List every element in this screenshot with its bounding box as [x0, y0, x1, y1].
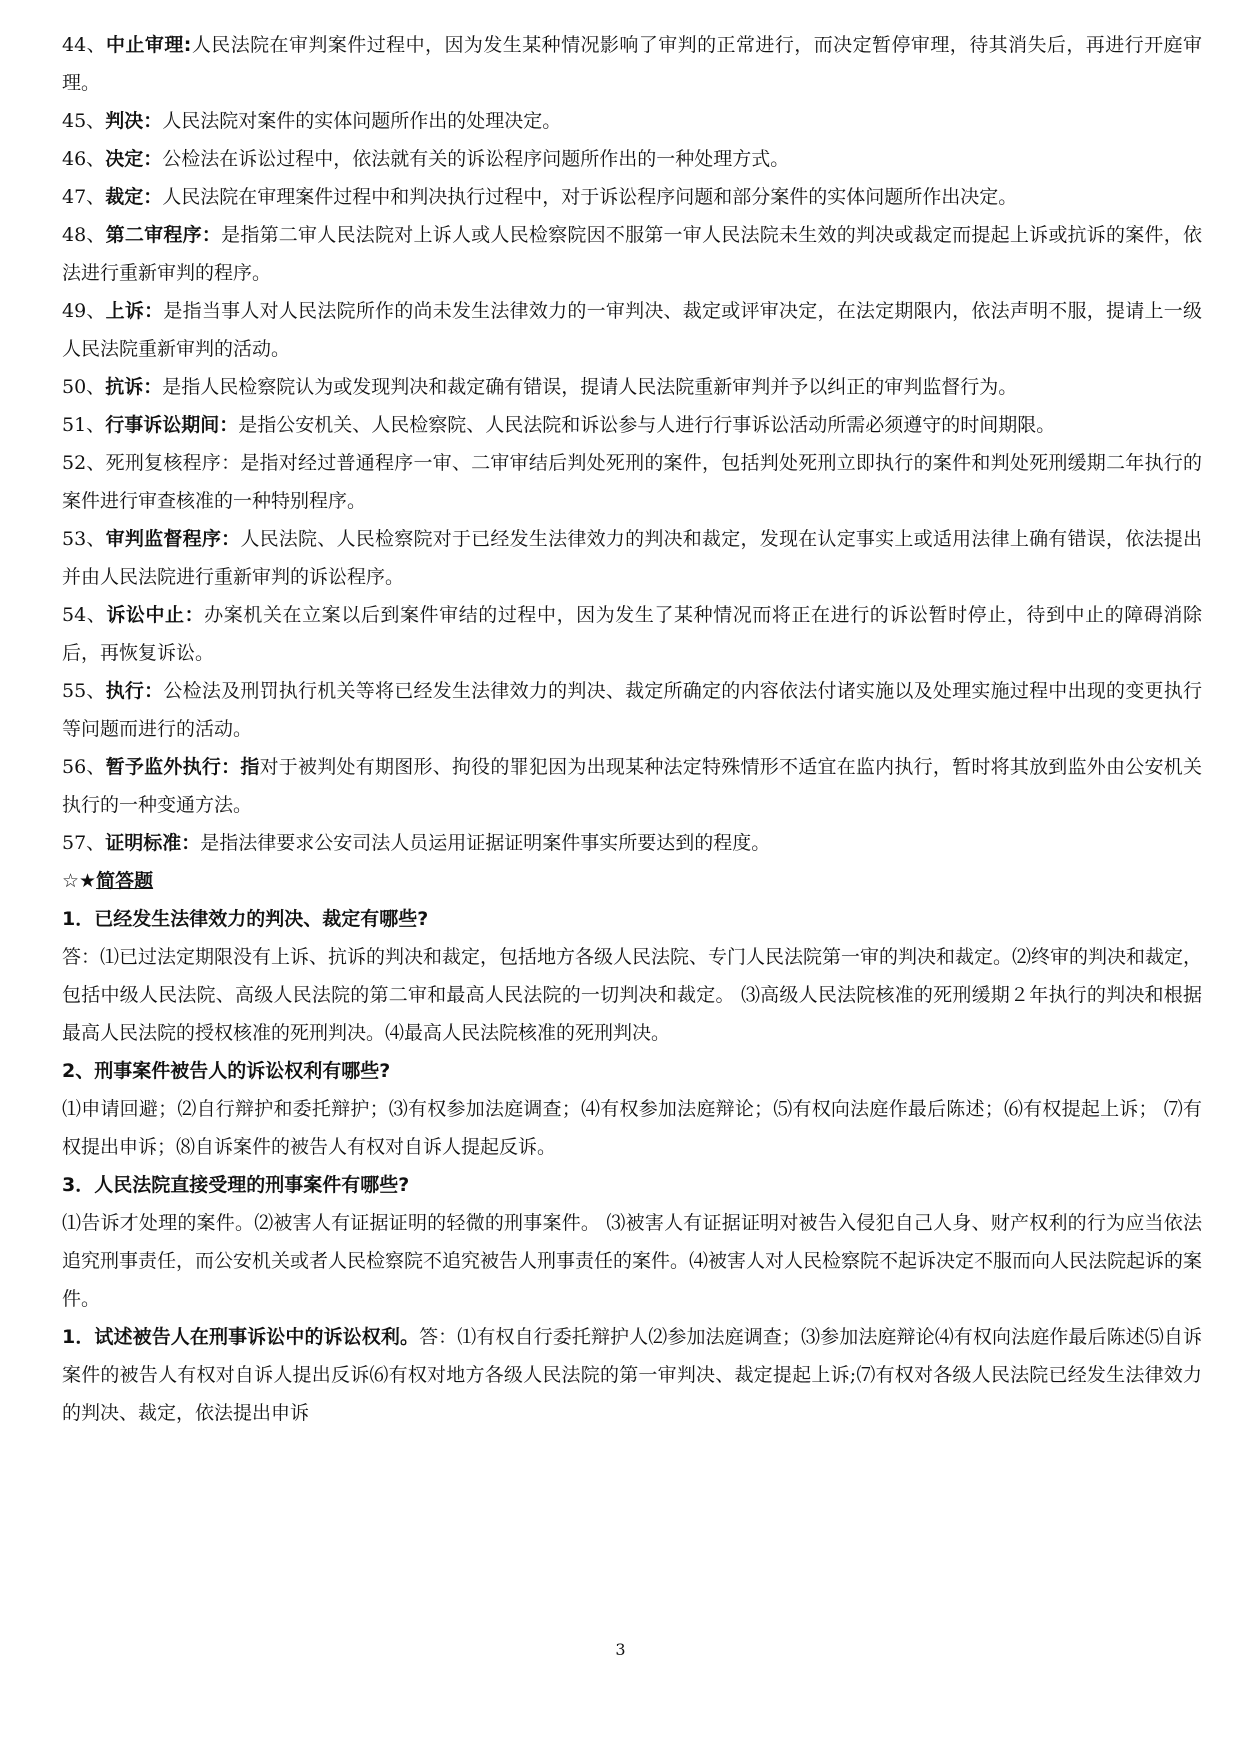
- definition-item: [62, 368, 1202, 406]
- definition-text: 是指当事人对人民法院所作的尚未发生法律效力的一审判决、裁定或评审决定，在法定期限内，依法声明不服，提请上一级人民法院重新审判的活动。: [62, 300, 1202, 360]
- item-number: 53、: [62, 528, 106, 550]
- item-number: 54、: [62, 604, 107, 626]
- definition-item: [62, 406, 1202, 444]
- definition-term: 诉讼中止：: [106, 604, 205, 626]
- item-number: 56、: [62, 756, 106, 778]
- definition-text: 人民法院对案件的实体问题所作出的处理决定。: [162, 110, 562, 132]
- definition-term: 第二审程序：: [105, 224, 222, 246]
- definition-term: 审判监督程序：: [105, 528, 241, 550]
- item-number: 51、: [62, 414, 106, 436]
- item-number: 48、: [62, 224, 106, 246]
- definition-item: [62, 26, 1202, 102]
- definition-item: [62, 102, 1202, 140]
- definition-term: 中止审理:: [106, 34, 192, 56]
- definition-term: 裁定：: [105, 186, 163, 208]
- final-question-item: [62, 1318, 1202, 1432]
- definition-term: 决定：: [105, 148, 163, 170]
- item-number: 49、: [62, 300, 106, 322]
- answer-text: ⑴申请回避；⑵自行辩护和委托辩护；⑶有权参加法庭调查；⑷有权参加法庭辩论；⑸有权向法庭作最后陈述；⑹有权提起上诉； ⑺有权提出申诉；⑻自诉案件的被告人有权对自诉人提起反诉。: [62, 1098, 1202, 1158]
- question-title: 1．试述被告人在刑事诉讼中的诉讼权利。: [62, 1326, 420, 1348]
- definition-term: 暂予监外执行：指: [105, 756, 260, 778]
- definition-text: 是指公安机关、人民检察院、人民法院和诉讼参与人进行行事诉讼活动所需必须遵守的时间期限。: [238, 414, 1056, 436]
- definition-text: 是指第二审人民法院对上诉人或人民检察院因不服第一审人民法院未生效的判决或裁定而提起上诉或抗诉的案件，依法进行重新审判的程序。: [62, 224, 1202, 284]
- definition-item: [62, 824, 1202, 862]
- questions-list: [62, 900, 1202, 1432]
- section-heading: [62, 862, 1202, 900]
- item-number: 55、: [62, 680, 106, 702]
- definition-term: 上诉：: [105, 300, 164, 322]
- definition-item: [62, 140, 1202, 178]
- answer-text: 答：⑴已过法定期限没有上诉、抗诉的判决和裁定，包括地方各级人民法院、专门人民法院第一审的判决和裁定。⑵终审的判决和裁定，包括中级人民法院、高级人民法院的第二审和最高人民法院的一切判决和裁定。 ⑶高级人民法院核准的死刑缓期２年执行的判决和根据最高人民法院的授权核准的死刑判决。⑷最高人民法院核准的死刑判决。: [62, 946, 1203, 1044]
- question-title: 2、刑事案件被告人的诉讼权利有哪些?: [62, 1060, 391, 1082]
- answer-text: ⑴告诉才处理的案件。⑵被害人有证据证明的轻微的刑事案件。 ⑶被害人有证据证明对被告入侵犯自己人身、财产权利的行为应当依法追究刑事责任，而公安机关或者人民检察院不追究被告人刑事责任的案件。⑷被害人对人民检察院不起诉决定不服而向人民法院起诉的案件。: [62, 1212, 1203, 1310]
- page-number: 3: [615, 1640, 626, 1659]
- definition-text: 人民法院在审理案件过程中和判决执行过程中，对于诉讼程序问题和部分案件的实体问题所作出决定。: [162, 186, 1018, 208]
- definition-term: 抗诉：: [105, 376, 163, 398]
- definition-text: 是指法律要求公安司法人员运用证据证明案件事实所要达到的程度。: [200, 832, 771, 854]
- definition-item: [62, 292, 1202, 368]
- answer-text: 答：⑴有权自行委托辩护人⑵参加法庭调查；⑶参加法庭辩论⑷有权向法庭作最后陈述⑸自诉案件的被告人有权对自诉人提出反诉⑹有权对地方各级人民法院的第一审判决、裁定提起上诉;⑺有权对各级人民法院已经发生法律效力的判决、裁定，依法提出申诉: [62, 1326, 1202, 1424]
- section-title: 简答题: [96, 870, 154, 892]
- definition-text: 人民法院在审判案件过程中，因为发生某种情况影响了审判的正常进行，而决定暂停审理，待其消失后，再进行开庭审理。: [62, 34, 1202, 94]
- definition-text: 死刑复核程序：是指对经过普通程序一审、二审审结后判处死刑的案件，包括判处死刑立即执行的案件和判处死刑缓期二年执行的案件进行审查核准的一种特别程序。: [62, 452, 1202, 512]
- item-number: 44、: [62, 34, 107, 56]
- definition-text: 是指人民检察院认为或发现判决和裁定确有错误，提请人民法院重新审判并予以纠正的审判监督行为。: [162, 376, 1018, 398]
- document-page: [62, 26, 1202, 1432]
- definitions-list: [62, 26, 1202, 862]
- definition-text: 公检法及刑罚执行机关等将已经发生法律效力的判决、裁定所确定的内容依法付诸实施以及处理实施过程中出现的变更执行等问题而进行的活动。: [62, 680, 1202, 740]
- definition-term: 证明标准：: [105, 832, 201, 854]
- definition-term: 执行：: [105, 680, 164, 702]
- definition-item: [62, 748, 1202, 824]
- item-number: 46、: [62, 148, 106, 170]
- item-number: 57、: [62, 832, 106, 854]
- definition-item: [62, 178, 1202, 216]
- definition-text: 办案机关在立案以后到案件审结的过程中，因为发生了某种情况而将正在进行的诉讼暂时停止，待到中止的障碍消除后，再恢复诉讼。: [62, 604, 1202, 664]
- question-title: 3．人民法院直接受理的刑事案件有哪些?: [62, 1174, 410, 1196]
- item-number: 47、: [62, 186, 106, 208]
- definition-item: [62, 520, 1202, 596]
- definition-item: [62, 596, 1202, 672]
- item-number: 50、: [62, 376, 106, 398]
- definition-item: [62, 216, 1202, 292]
- definition-item: [62, 444, 1202, 520]
- question-title: 1．已经发生法律效力的判决、裁定有哪些?: [62, 908, 429, 930]
- definition-item: [62, 672, 1202, 748]
- definition-term: 判决：: [105, 110, 163, 132]
- definition-text: 公检法在诉讼过程中，依法就有关的诉讼程序问题所作出的一种处理方式。: [162, 148, 790, 170]
- item-number: 45、: [62, 110, 106, 132]
- definition-term: 行事诉讼期间：: [105, 414, 239, 436]
- item-number: 52、: [62, 452, 106, 474]
- star-icon: ☆★: [62, 870, 97, 892]
- definition-text: 对于被判处有期图形、拘役的罪犯因为出现某种法定特殊情形不适宜在监内执行，暂时将其放到监外由公安机关执行的一种变通方法。: [62, 756, 1202, 816]
- definition-text: 人民法院、人民检察院对于已经发生法律效力的判决和裁定，发现在认定事实上或适用法律上确有错误，依法提出并由人民法院进行重新审判的诉讼程序。: [62, 528, 1202, 588]
